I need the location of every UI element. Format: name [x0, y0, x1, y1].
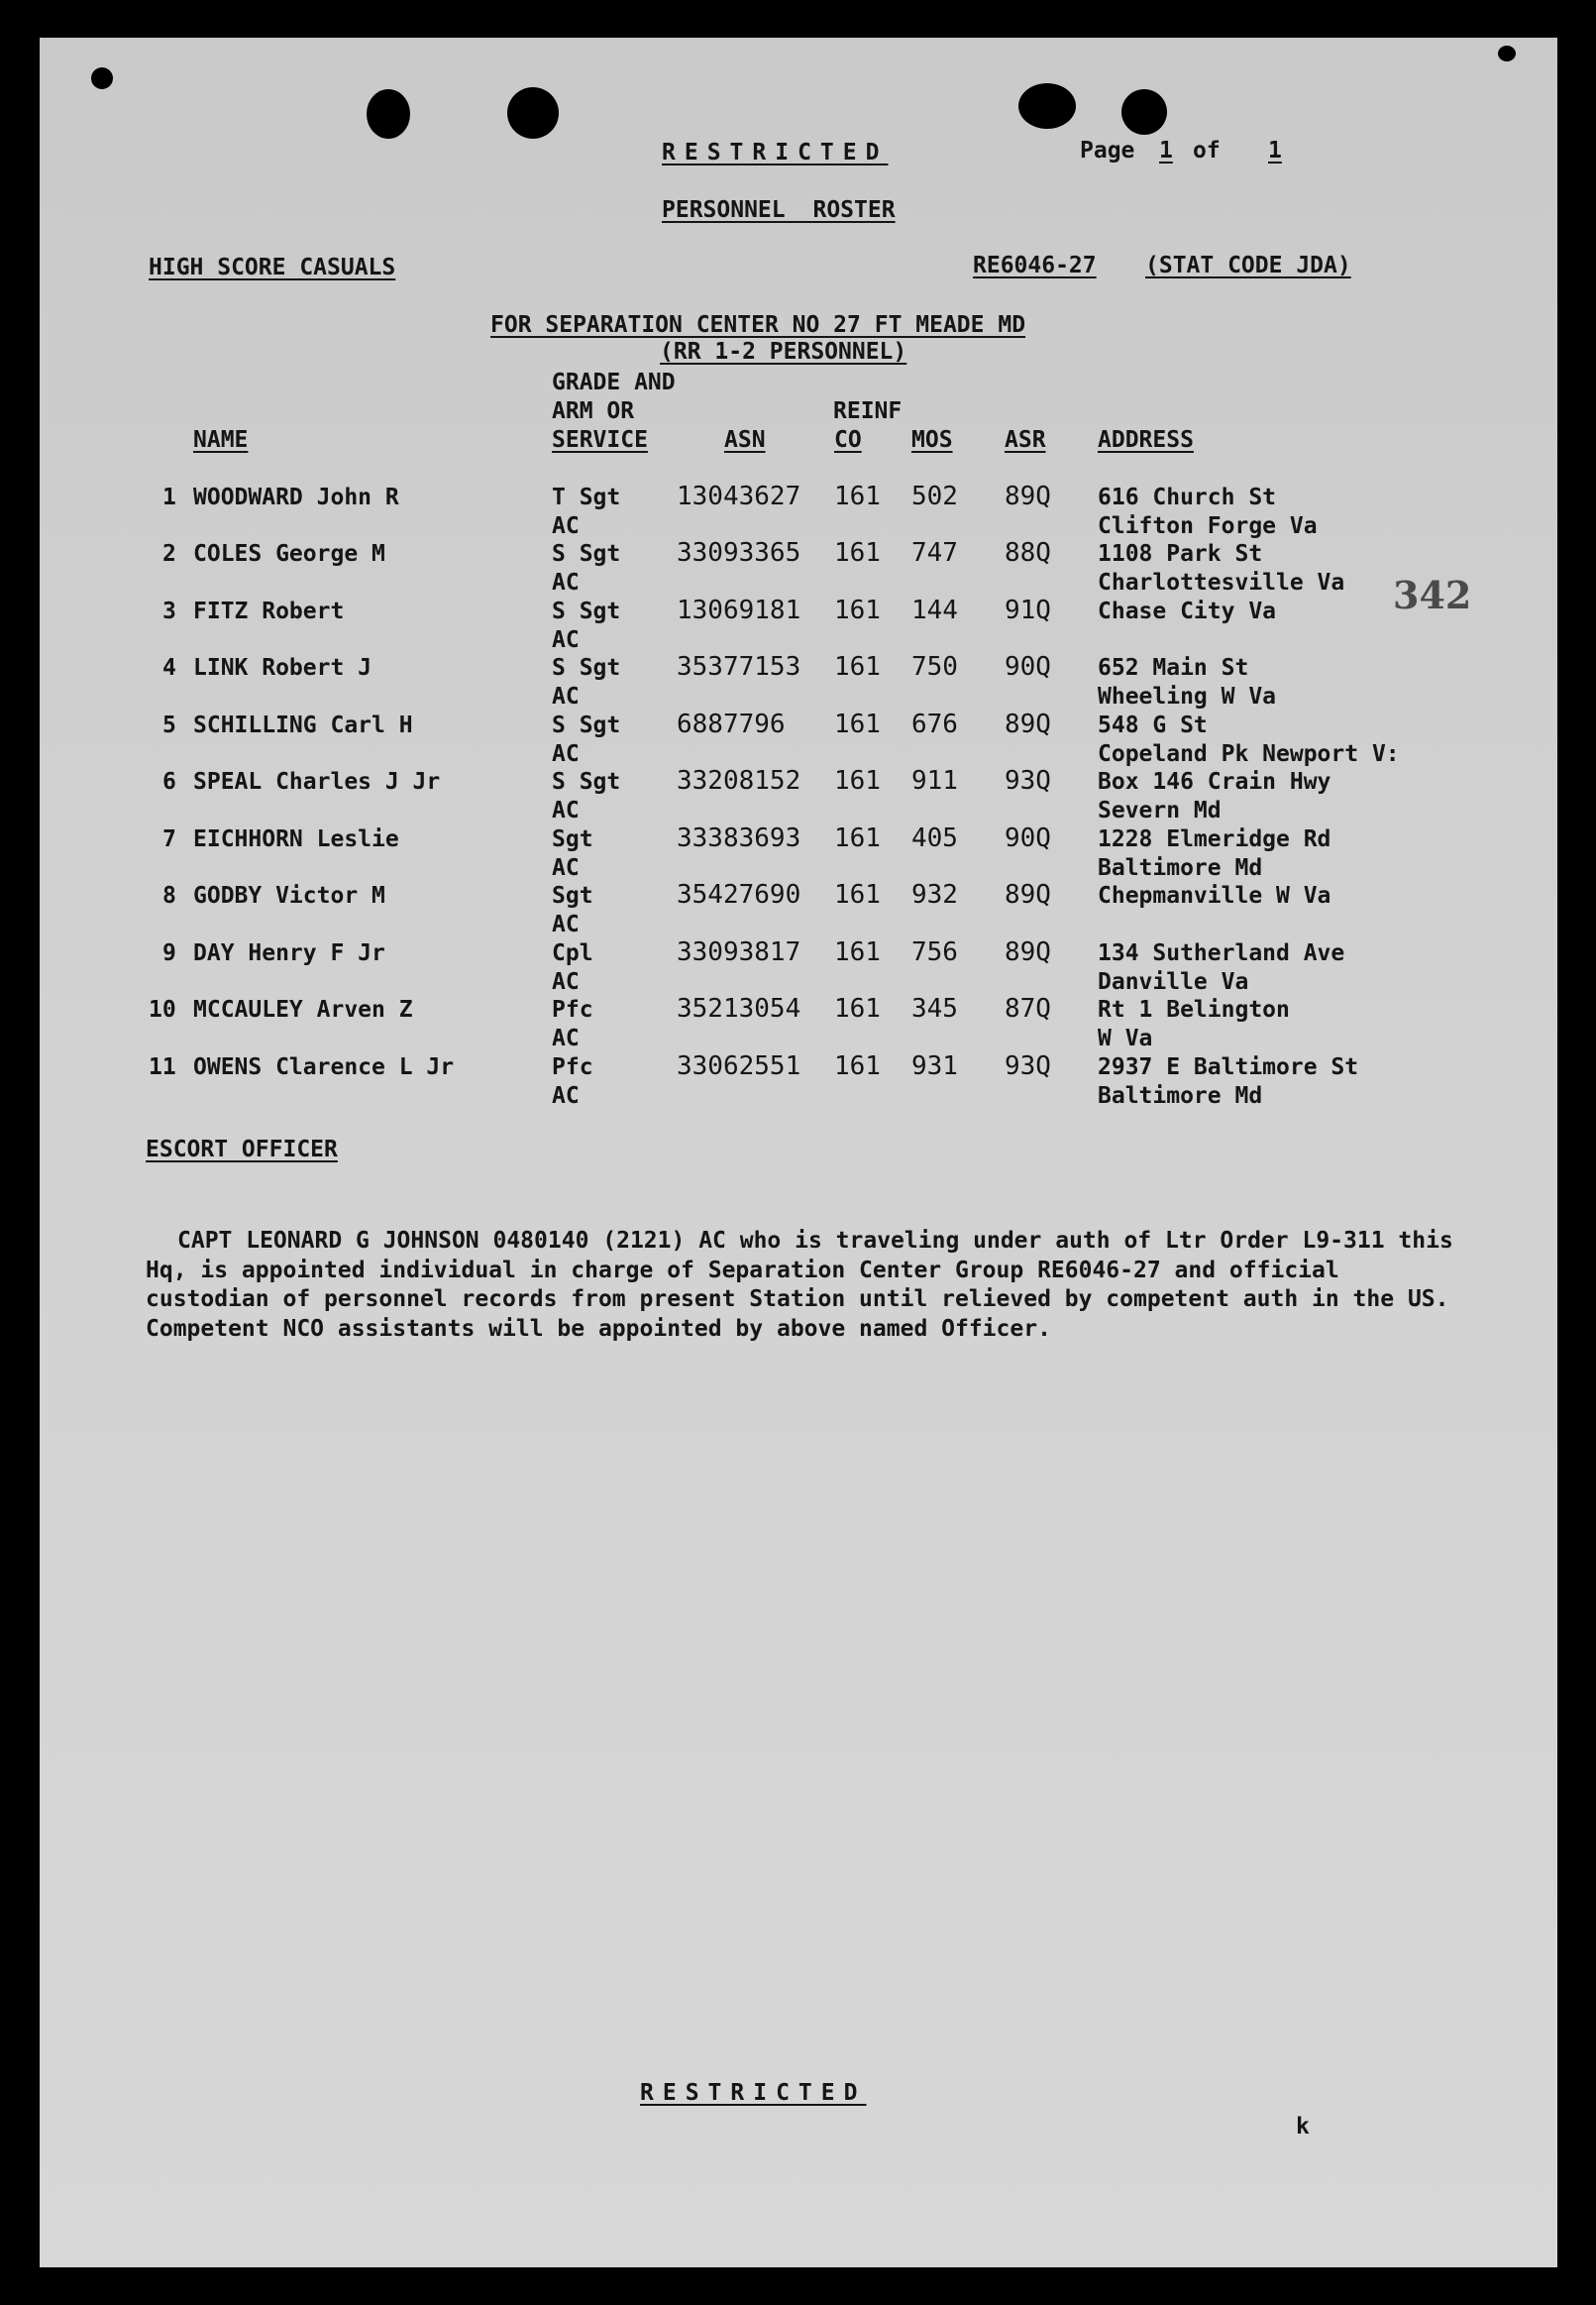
row-number: 3	[162, 599, 176, 624]
row-address-1: 2937 E Baltimore St	[1098, 1054, 1359, 1080]
classification-bottom: RESTRICTED	[640, 2080, 867, 2106]
row-asr: 90Q	[1005, 652, 1051, 682]
row-asn: 35213054	[677, 994, 801, 1024]
row-number: 9	[162, 940, 176, 966]
row-mos: 932	[911, 880, 958, 910]
group-name: HIGH SCORE CASUALS	[149, 255, 396, 280]
punch-hole	[1018, 83, 1076, 129]
row-grade: Sgt	[552, 826, 593, 852]
row-address-1: 1108 Park St	[1098, 541, 1263, 567]
row-name: DAY Henry F Jr	[193, 940, 385, 966]
row-mos: 502	[911, 482, 958, 511]
row-address-1: 652 Main St	[1098, 655, 1249, 681]
row-name: LINK Robert J	[193, 655, 372, 681]
row-asr: 91Q	[1005, 596, 1051, 625]
row-co: 161	[834, 538, 881, 568]
row-name: OWENS Clarence L Jr	[193, 1054, 455, 1080]
row-mos: 405	[911, 823, 958, 853]
row-address-2: Charlottesville Va	[1098, 570, 1345, 596]
document-page	[40, 38, 1557, 2267]
row-mos: 756	[911, 937, 958, 967]
row-address-1: Chase City Va	[1098, 599, 1277, 624]
row-mos: 676	[911, 710, 958, 739]
row-asr: 89Q	[1005, 482, 1051, 511]
row-mos: 345	[911, 994, 958, 1024]
col-name: NAME	[193, 427, 249, 453]
row-address-2: Baltimore Md	[1098, 855, 1263, 881]
row-co: 161	[834, 880, 881, 910]
row-asr: 89Q	[1005, 937, 1051, 967]
row-address-2: W Va	[1098, 1026, 1153, 1051]
col-grade-line2: ARM OR	[552, 398, 635, 424]
row-co: 161	[834, 482, 881, 511]
row-co: 161	[834, 1051, 881, 1081]
row-address-1: 548 G St	[1098, 713, 1208, 738]
row-number: 7	[162, 826, 176, 852]
row-address-2: Wheeling W Va	[1098, 684, 1277, 710]
row-address-1: 134 Sutherland Ave	[1098, 940, 1345, 966]
row-asn: 33383693	[677, 823, 801, 853]
page-of: of	[1193, 138, 1221, 164]
row-arm: AC	[552, 1083, 580, 1109]
row-co: 161	[834, 766, 881, 796]
row-asn: 33208152	[677, 766, 801, 796]
row-grade: S Sgt	[552, 541, 621, 567]
row-address-1: Box 146 Crain Hwy	[1098, 769, 1331, 795]
row-arm: AC	[552, 1026, 580, 1051]
row-co: 161	[834, 652, 881, 682]
escort-paragraph: CAPT LEONARD G JOHNSON 0480140 (2121) AC who is traveling under auth of Ltr Order L9-311 this Hq, is appointed individual in charge of Separation Center Group RE6046-27 and official custodian of personnel records from present Station until relieved by competent auth in the US. Competent NCO assistants will be appointed by above named Officer.	[146, 1228, 1453, 1342]
row-name: EICHHORN Leslie	[193, 826, 399, 852]
row-arm: AC	[552, 969, 580, 995]
stamped-page-number: 342	[1393, 573, 1472, 617]
punch-hole	[367, 89, 410, 139]
classification-top: RESTRICTED	[662, 140, 889, 165]
group-code: RE6046-27	[973, 253, 1097, 278]
row-number: 5	[162, 713, 176, 738]
row-arm: AC	[552, 684, 580, 710]
punch-hole	[91, 67, 113, 89]
row-arm: AC	[552, 513, 580, 539]
row-number: 4	[162, 655, 176, 681]
punch-hole	[1121, 89, 1167, 135]
row-address-2: Danville Va	[1098, 969, 1249, 995]
row-name: MCCAULEY Arven Z	[193, 997, 413, 1023]
row-name: COLES George M	[193, 541, 385, 567]
col-reinf: REINF	[833, 398, 903, 424]
row-asr: 89Q	[1005, 880, 1051, 910]
row-mos: 750	[911, 652, 958, 682]
row-number: 2	[162, 541, 176, 567]
row-asr: 89Q	[1005, 710, 1051, 739]
row-co: 161	[834, 710, 881, 739]
col-grade-line1: GRADE AND	[552, 370, 676, 395]
row-asn: 13043627	[677, 482, 801, 511]
row-name: SCHILLING Carl H	[193, 713, 413, 738]
row-address-2: Clifton Forge Va	[1098, 513, 1318, 539]
row-grade: T Sgt	[552, 485, 621, 510]
row-name: FITZ Robert	[193, 599, 345, 624]
row-asn: 13069181	[677, 596, 801, 625]
page-label: Page	[1080, 138, 1135, 164]
row-grade: S Sgt	[552, 655, 621, 681]
row-asn: 33062551	[677, 1051, 801, 1081]
punch-hole	[507, 87, 559, 139]
stat-code: (STAT CODE JDA)	[1145, 253, 1351, 278]
row-name: WOODWARD John R	[193, 485, 399, 510]
page-total: 1	[1268, 138, 1282, 164]
row-co: 161	[834, 823, 881, 853]
row-grade: Pfc	[552, 997, 593, 1023]
row-co: 161	[834, 994, 881, 1024]
col-address: ADDRESS	[1098, 427, 1194, 453]
row-mos: 911	[911, 766, 958, 796]
destination: FOR SEPARATION CENTER NO 27 FT MEADE MD	[490, 312, 1026, 338]
row-grade: Sgt	[552, 883, 593, 909]
row-arm: AC	[552, 912, 580, 937]
row-address-1: Rt 1 Belington	[1098, 997, 1290, 1023]
col-co: CO	[834, 427, 862, 453]
row-asn: 35427690	[677, 880, 801, 910]
row-mos: 931	[911, 1051, 958, 1081]
row-asn: 35377153	[677, 652, 801, 682]
row-grade: S Sgt	[552, 713, 621, 738]
row-grade: Cpl	[552, 940, 593, 966]
row-co: 161	[834, 937, 881, 967]
row-address-2: Copeland Pk Newport V:	[1098, 741, 1400, 767]
row-asn: 33093817	[677, 937, 801, 967]
col-mos: MOS	[911, 427, 953, 453]
row-asr: 90Q	[1005, 823, 1051, 853]
row-number: 8	[162, 883, 176, 909]
row-asr: 87Q	[1005, 994, 1051, 1024]
row-address-1: Chepmanville W Va	[1098, 883, 1331, 909]
row-asr: 93Q	[1005, 1051, 1051, 1081]
col-asn: ASN	[724, 427, 766, 453]
footer-mark: k	[1296, 2114, 1310, 2140]
row-number: 1	[162, 485, 176, 510]
personnel-note: (RR 1-2 PERSONNEL)	[660, 339, 907, 365]
row-address-2: Baltimore Md	[1098, 1083, 1263, 1109]
row-asr: 93Q	[1005, 766, 1051, 796]
row-number: 10	[149, 997, 176, 1023]
row-grade: S Sgt	[552, 769, 621, 795]
punch-hole	[1498, 46, 1516, 61]
escort-heading: ESCORT OFFICER	[146, 1137, 338, 1162]
row-address-2: Severn Md	[1098, 798, 1222, 823]
row-arm: AC	[552, 798, 580, 823]
row-grade: S Sgt	[552, 599, 621, 624]
row-address-1: 616 Church St	[1098, 485, 1277, 510]
row-asn: 33093365	[677, 538, 801, 568]
row-arm: AC	[552, 741, 580, 767]
row-number: 11	[149, 1054, 176, 1080]
page-number: 1	[1159, 138, 1173, 164]
row-name: SPEAL Charles J Jr	[193, 769, 441, 795]
roster-title: PERSONNEL ROSTER	[662, 197, 896, 223]
row-arm: AC	[552, 855, 580, 881]
row-co: 161	[834, 596, 881, 625]
row-grade: Pfc	[552, 1054, 593, 1080]
row-asn: 6887796	[677, 710, 786, 739]
row-mos: 144	[911, 596, 958, 625]
row-name: GODBY Victor M	[193, 883, 385, 909]
col-grade-line3: SERVICE	[552, 427, 648, 453]
row-asr: 88Q	[1005, 538, 1051, 568]
row-number: 6	[162, 769, 176, 795]
row-address-1: 1228 Elmeridge Rd	[1098, 826, 1331, 852]
row-arm: AC	[552, 570, 580, 596]
row-mos: 747	[911, 538, 958, 568]
row-arm: AC	[552, 627, 580, 653]
col-asr: ASR	[1005, 427, 1046, 453]
